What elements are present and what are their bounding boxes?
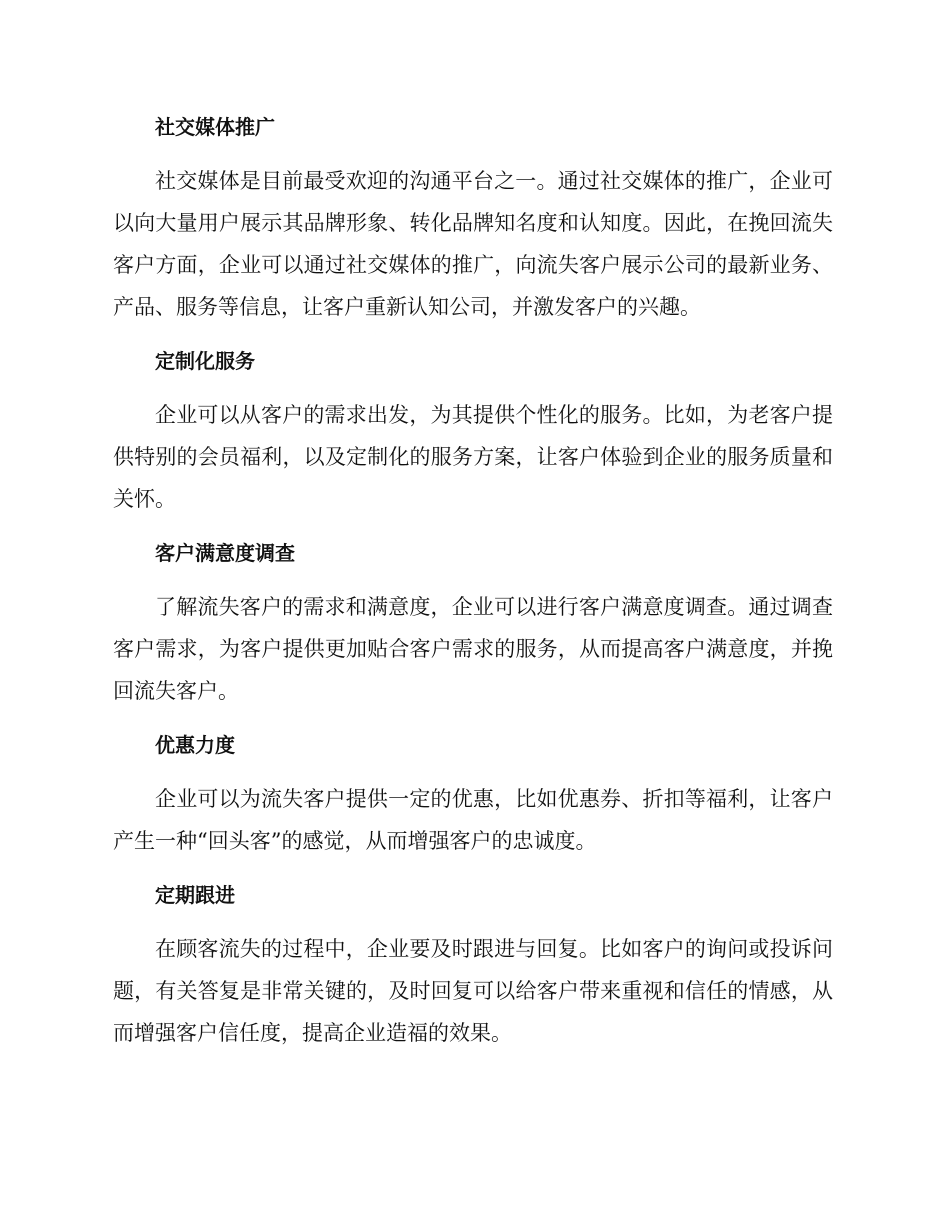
section-paragraph-satisfaction-survey: 了解流失客户的需求和满意度，企业可以进行客户满意度调查。通过调查客户需求，为客户提供更加贴合客户需求的服务，从而提高客户满意度，并挽回流失客户。 xyxy=(113,595,833,703)
section-paragraph-discounts: 企业可以为流失客户提供一定的优惠，比如优惠券、折扣等福利，让客户产生一种“回头客”的感觉，从而增强客户的忠诚度。 xyxy=(113,787,833,853)
section-heading-satisfaction-survey: 客户满意度调查 xyxy=(155,541,295,565)
section-heading-discounts: 优惠力度 xyxy=(155,733,235,757)
section-paragraph-social-media: 社交媒体是目前最受欢迎的沟通平台之一。通过社交媒体的推广，企业可以向大量用户展示其品牌形象、转化品牌知名度和认知度。因此，在挽回流失客户方面，企业可以通过社交媒体的推广，向流失客户展示公司的最新业务、产品、服务等信息，让客户重新认知公司，并激发客户的兴趣。 xyxy=(113,169,833,319)
section-heading-follow-up: 定期跟进 xyxy=(155,883,235,907)
section-heading-social-media: 社交媒体推广 xyxy=(155,115,275,139)
section-paragraph-custom-service: 企业可以从客户的需求出发，为其提供个性化的服务。比如，为老客户提供特别的会员福利，以及定制化的服务方案，让客户体验到企业的服务质量和关怀。 xyxy=(113,403,833,511)
section-heading-custom-service: 定制化服务 xyxy=(155,349,255,373)
section-paragraph-follow-up: 在顾客流失的过程中，企业要及时跟进与回复。比如客户的询问或投诉问题，有关答复是非常关键的，及时回复可以给客户带来重视和信任的情感，从而增强客户信任度，提高企业造福的效果。 xyxy=(113,937,833,1045)
document-body xyxy=(113,106,833,1066)
